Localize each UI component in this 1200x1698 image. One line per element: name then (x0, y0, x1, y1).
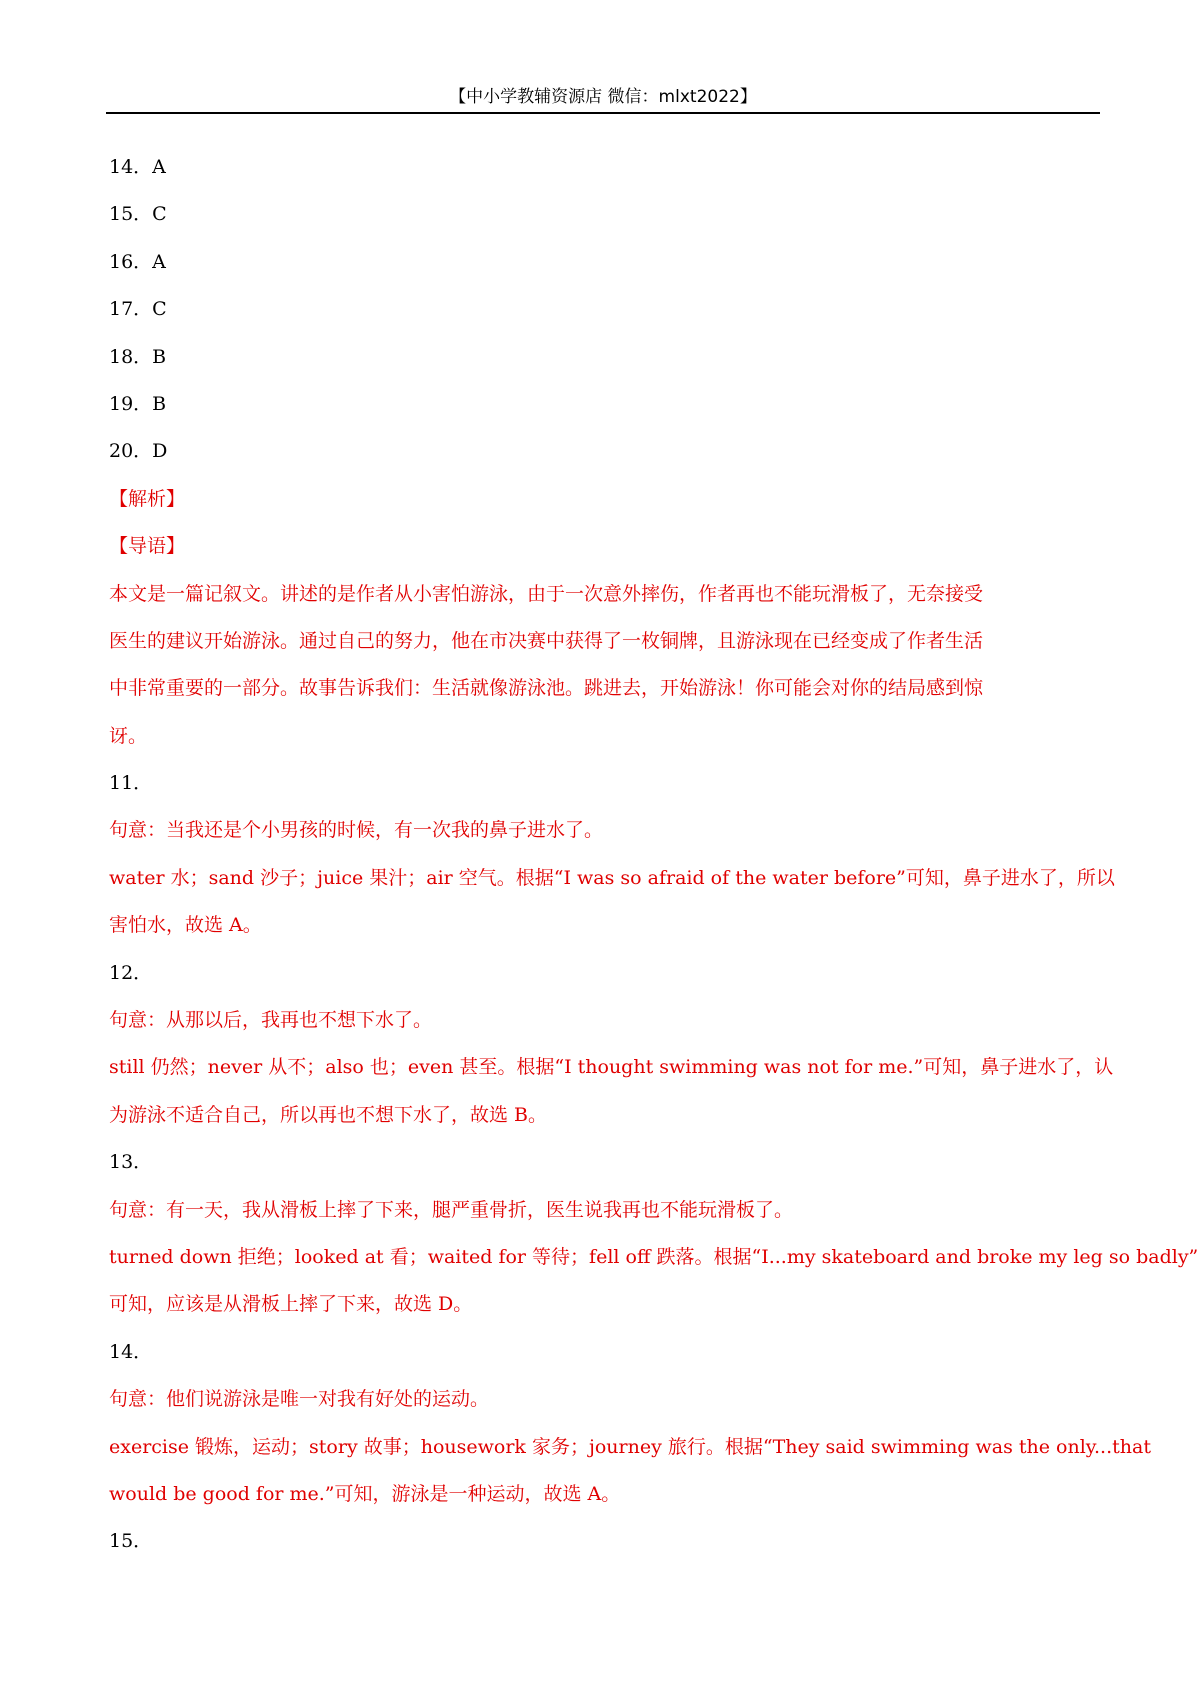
item-number-15: 15． (109, 1530, 153, 1553)
analysis-heading: 【解析】 (109, 487, 186, 510)
item-14-line: exercise 锻炼，运动；story 故事；housework 家务；journey 旅行。根据“They said swimming was the only...that (109, 1435, 1151, 1458)
intro-heading: 【导语】 (109, 535, 186, 558)
item-number-14: 14． (109, 1340, 153, 1363)
item-number-12: 12． (109, 961, 153, 984)
item-11-line: water 水；sand 沙子；juice 果汁；air 空气。根据“I was so afraid of the water before”可知，鼻子进水了，所以 (109, 866, 1115, 889)
answer-15: 15．C (109, 203, 167, 226)
item-12-line: still 仍然；never 从不；also 也；even 甚至。根据“I thought swimming was not for me.”可知，鼻子进水了，认 (109, 1056, 1114, 1079)
item-13-line: 可知，应该是从滑板上摔了下来，故选 D。 (109, 1293, 473, 1316)
answer-14: 14．A (109, 156, 166, 178)
answer-19: 19．B (109, 392, 167, 415)
page-header: 【中小学教辅资源店 微信：mlxt2022】 (106, 82, 1100, 114)
intro-line: 中非常重要的一部分。故事告诉我们：生活就像游泳池。跳进去，开始游泳！你可能会对你的结局感到惊 (109, 677, 984, 700)
item-11-line: 句意：当我还是个小男孩的时候，有一次我的鼻子进水了。 (109, 819, 604, 842)
item-12-line: 句意：从那以后，我再也不想下水了。 (109, 1009, 433, 1032)
answer-18: 18．B (109, 345, 167, 368)
item-number-11: 11． (109, 772, 153, 795)
intro-line: 讶。 (109, 724, 148, 747)
answer-16: 16．A (109, 250, 166, 273)
item-11-line: 害怕水，故选 A。 (109, 914, 262, 937)
item-12-line: 为游泳不适合自己，所以再也不想下水了，故选 B。 (109, 1103, 548, 1126)
answer-17: 17．C (109, 298, 167, 321)
item-number-13: 13． (109, 1151, 153, 1174)
answer-20: 20．D (109, 440, 168, 463)
item-14-line: 句意：他们说游泳是唯一对我有好处的运动。 (109, 1388, 490, 1411)
intro-line: 本文是一篇记叙文。讲述的是作者从小害怕游泳，由于一次意外摔伤，作者再也不能玩滑板了，无奈接受 (109, 582, 984, 605)
document-body (109, 144, 1199, 1566)
item-13-line: 句意：有一天，我从滑板上摔了下来，腿严重骨折，医生说我再也不能玩滑板了。 (109, 1198, 794, 1221)
item-13-line: turned down 拒绝；looked at 看；waited for 等待；fell off 跌落。根据“I...my skateboard and broke my leg so badly” (109, 1245, 1199, 1268)
item-14-line: would be good for me.”可知，游泳是一种运动，故选 A。 (109, 1482, 621, 1505)
intro-line: 医生的建议开始游泳。通过自己的努力，他在市决赛中获得了一枚铜牌，且游泳现在已经变成了作者生活 (109, 629, 984, 652)
